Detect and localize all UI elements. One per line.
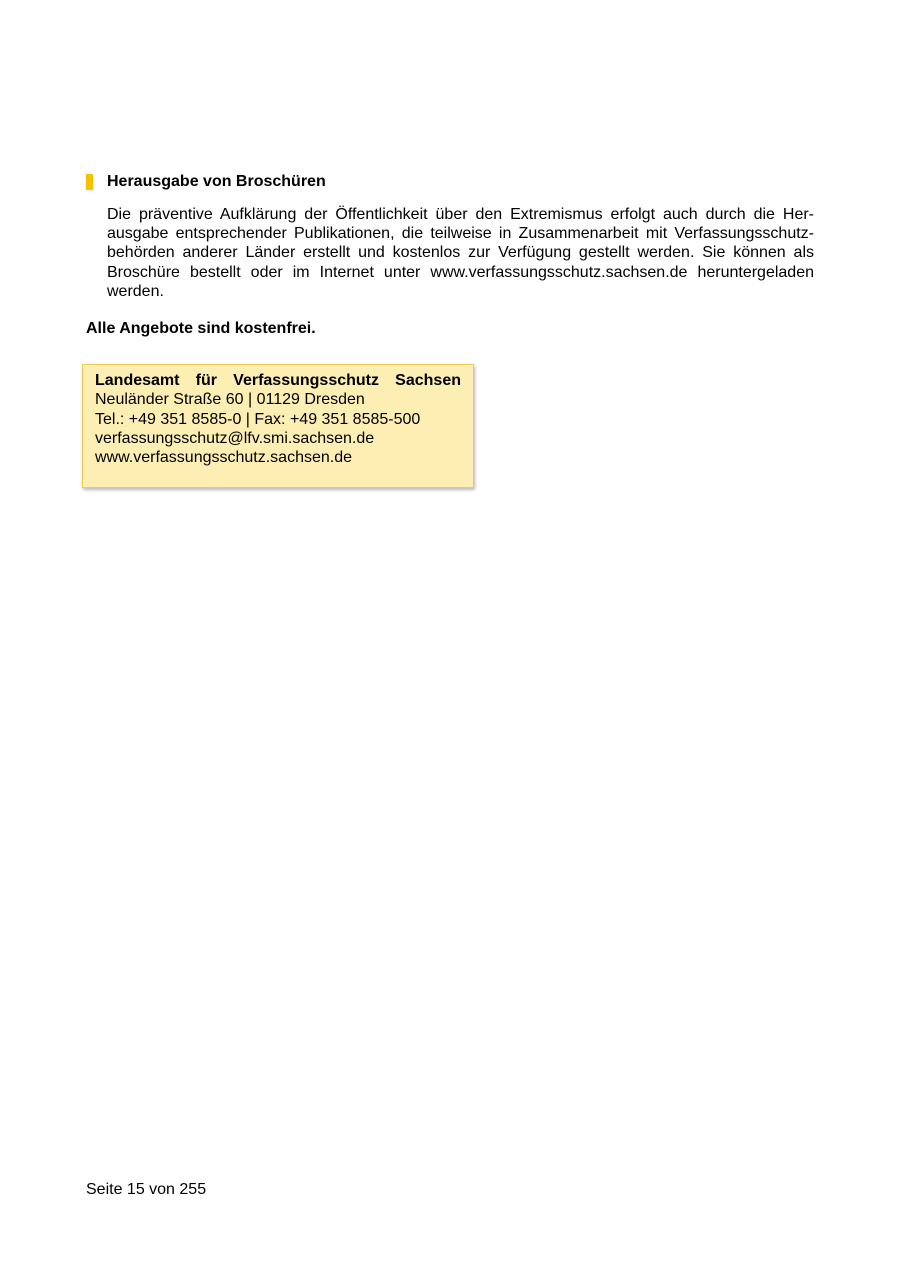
contact-phone-fax: Tel.: +49 351 8585-0 | Fax: +49 351 8585-500 (95, 410, 421, 428)
contact-address: Neuländer Straße 60 | 01129 Dresden (95, 391, 365, 409)
section-heading-text: Herausgabe von Broschüren (107, 173, 326, 190)
contact-box (82, 364, 474, 488)
section-paragraph: Die präventive Aufklärung der Öffentlichkeit über den Extremismus erfolgt auch durch die Herausgabe entsprechender Publikationen, die teilweise in Zusammenarbeit mit Verfassungsschutzbehörden anderer Länder erstellt und kostenlos zur Verfügung gestellt werden. Sie können als Broschüre bestellt oder im Internet unter www.verfassungsschutz.sachsen.de heruntergeladen werden. (107, 206, 814, 300)
contact-website-link[interactable]: www.verfassungsschutz.sachsen.de (95, 449, 353, 467)
page-number: Seite 15 von 255 (86, 1181, 207, 1198)
free-offer-note: Alle Angebote sind kostenfrei. (86, 320, 316, 337)
section-heading (86, 172, 326, 192)
contact-organization-name: Landesamt für Verfassungsschutz Sachsen (95, 372, 461, 389)
bullet-bar-icon (86, 174, 93, 190)
contact-email-link[interactable]: verfassungsschutz@lfv.smi.sachsen.de (95, 429, 375, 447)
